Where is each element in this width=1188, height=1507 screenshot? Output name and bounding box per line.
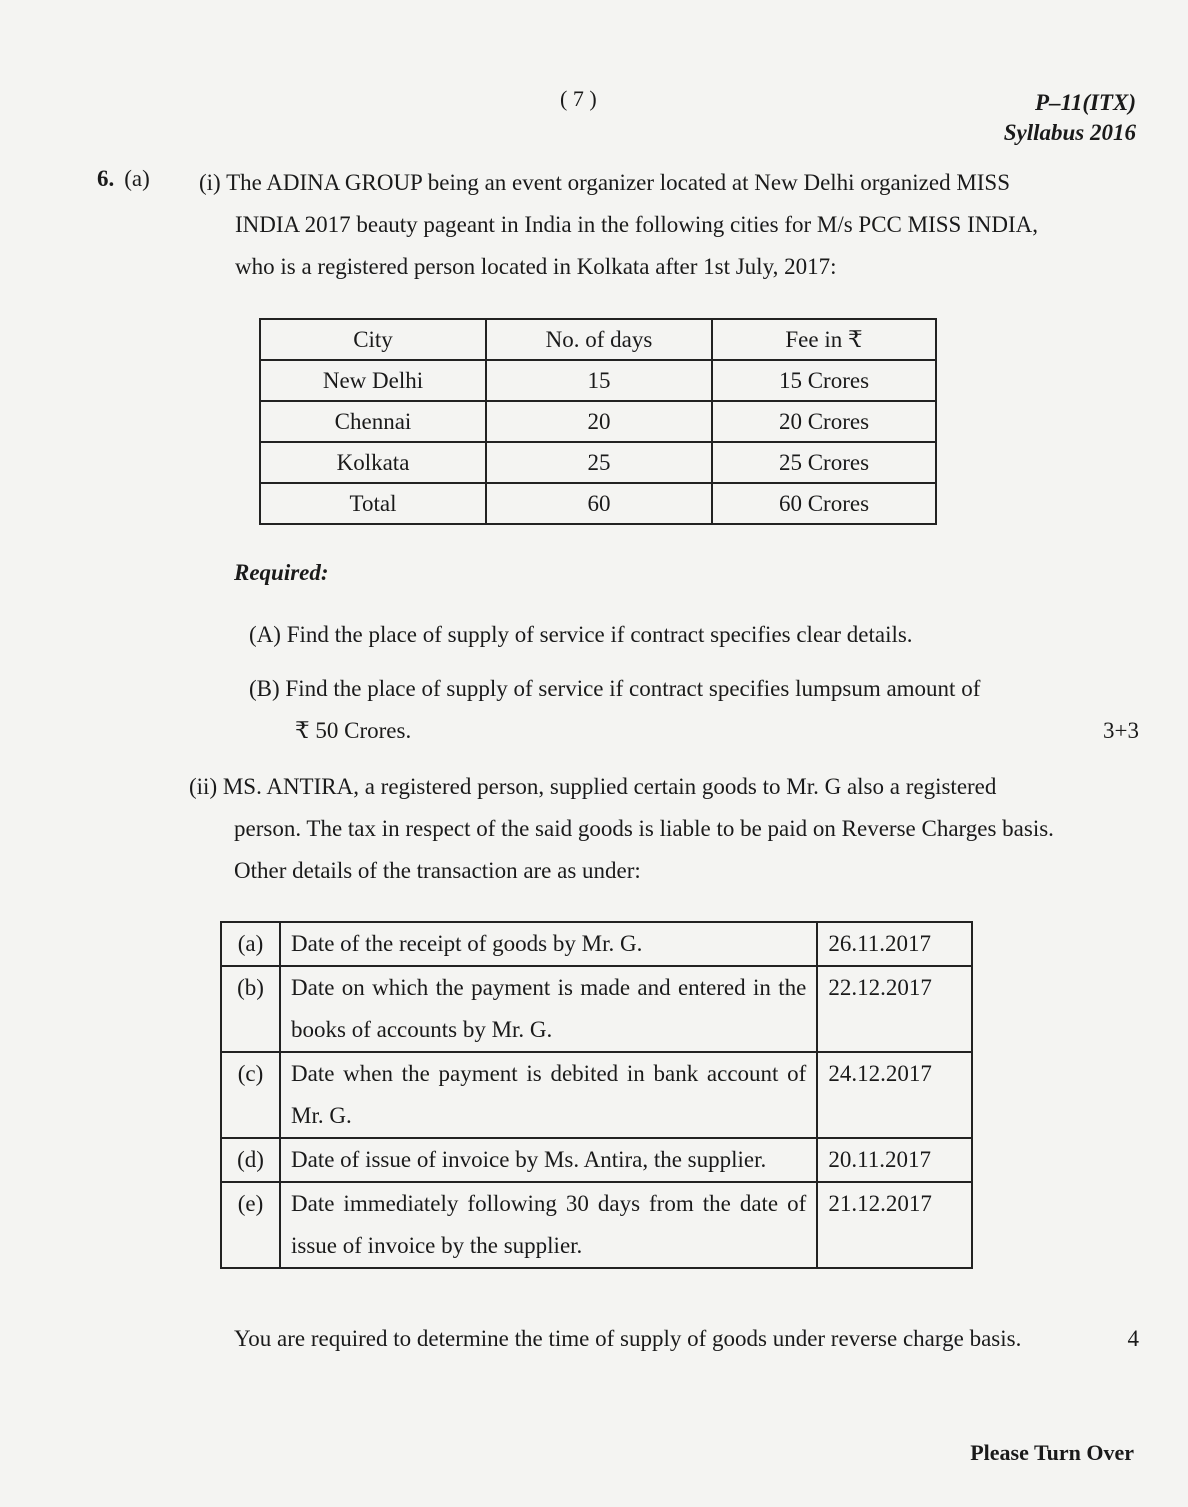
question-part: (a) (124, 166, 150, 191)
cell-days: 25 (486, 442, 712, 483)
please-turn-over: Please Turn Over (970, 1440, 1134, 1465)
table-header-row (260, 319, 936, 360)
requirement-b (249, 668, 1139, 752)
sub-question-ii-intro (189, 766, 1139, 892)
row-description: Date of issue of invoice by Ms. Antira, the supplier. (280, 1138, 817, 1182)
sub-ii-intro-line2: person. The tax in respect of the said goods is liable to be paid on Reverse Charges basis. (234, 816, 1054, 841)
row-description: Date when the payment is debited in bank account of Mr. G. (280, 1052, 817, 1138)
row-description: Date on which the payment is made and entered in the books of accounts by Mr. G. (280, 966, 817, 1052)
table-row (221, 1052, 972, 1138)
cell-fee: 15 Crores (712, 360, 936, 401)
closing-text: You are required to determine the time of supply of goods under reverse charge basis. (234, 1326, 1022, 1351)
paper-code: P–11(ITX) (1035, 90, 1136, 115)
sub-i-label: (i) (199, 170, 221, 195)
table-row (260, 360, 936, 401)
cell-days: 15 (486, 360, 712, 401)
table-row (260, 401, 936, 442)
cell-city: Total (260, 483, 486, 524)
cell-city: Kolkata (260, 442, 486, 483)
requirement-a (249, 614, 1139, 656)
sub-question-i-intro (199, 162, 1139, 288)
req-a-label: (A) (249, 622, 281, 647)
row-label: (e) (221, 1182, 280, 1268)
question-number (97, 166, 150, 192)
cell-city: Chennai (260, 401, 486, 442)
cell-fee: 20 Crores (712, 401, 936, 442)
city-fee-table (259, 318, 937, 525)
paper-code-block (1004, 88, 1136, 148)
row-date: 21.12.2017 (817, 1182, 972, 1268)
closing-instruction (234, 1326, 1139, 1352)
header-city: City (260, 319, 486, 360)
row-label: (c) (221, 1052, 280, 1138)
cell-days: 60 (486, 483, 712, 524)
cell-city: New Delhi (260, 360, 486, 401)
cell-days: 20 (486, 401, 712, 442)
sub-ii-intro-line3: Other details of the transaction are as under: (234, 858, 641, 883)
sub-i-intro-line3: who is a registered person located in Kolkata after 1st July, 2017: (235, 254, 837, 279)
cell-fee: 60 Crores (712, 483, 936, 524)
sub-ii-label: (ii) (189, 774, 218, 799)
table-row (221, 1138, 972, 1182)
row-description: Date immediately following 30 days from the date of issue of invoice by the supplier. (280, 1182, 817, 1268)
row-date: 20.11.2017 (817, 1138, 972, 1182)
question-number-text: 6. (97, 166, 115, 191)
table-row (260, 483, 936, 524)
sub-i-intro-line1: The ADINA GROUP being an event organizer located at New Delhi organized MISS (226, 170, 1011, 195)
table-row (260, 442, 936, 483)
req-b-label: (B) (249, 676, 280, 701)
sub-ii-intro-line1: MS. ANTIRA, a registered person, supplied certain goods to Mr. G also a registered (222, 774, 997, 799)
page-number: ( 7 ) (560, 86, 597, 111)
row-date: 24.12.2017 (817, 1052, 972, 1138)
row-description: Date of the receipt of goods by Mr. G. (280, 922, 817, 966)
req-b-line1: Find the place of supply of service if contract specifies lumpsum amount of (285, 676, 981, 701)
row-date: 26.11.2017 (817, 922, 972, 966)
req-a-text: Find the place of supply of service if contract specifies clear details. (286, 622, 913, 647)
header-days: No. of days (486, 319, 712, 360)
req-b-line2: ₹ 50 Crores. (295, 718, 412, 743)
syllabus-label: Syllabus 2016 (1003, 120, 1136, 145)
table-row (221, 1182, 972, 1268)
required-heading: Required: (234, 560, 329, 585)
row-label: (d) (221, 1138, 280, 1182)
row-label: (b) (221, 966, 280, 1052)
header-fee: Fee in ₹ (712, 319, 936, 360)
transaction-dates-table (220, 921, 973, 1269)
table-row (221, 966, 972, 1052)
marks-sub-ii: 4 (1127, 1326, 1139, 1351)
row-label: (a) (221, 922, 280, 966)
row-date: 22.12.2017 (817, 966, 972, 1052)
table-row (221, 922, 972, 966)
cell-fee: 25 Crores (712, 442, 936, 483)
sub-i-intro-line2: INDIA 2017 beauty pageant in India in the following cities for M/s PCC MISS INDIA, (235, 212, 1038, 237)
marks-sub-i: 3+3 (1103, 718, 1139, 743)
